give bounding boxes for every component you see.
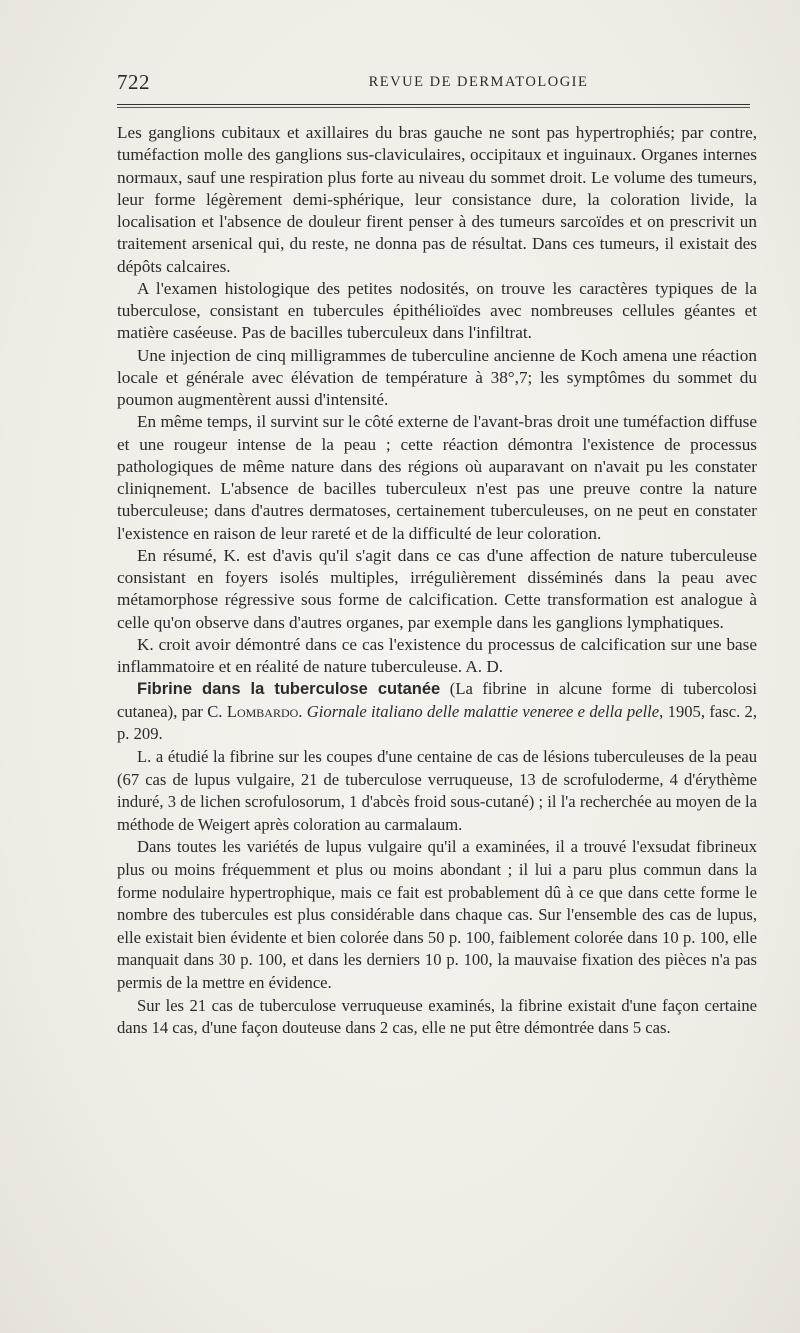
paragraph: Dans toutes les variétés de lupus vulgaire qu'il a examinées, il a trouvé l'exsudat fibrineux plus ou moins fréquemment et plus ou moins abondant ; il lui a paru plus commun dans la forme nodulaire hypertrophique, mais ce fait est probablement dû à ce que dans cette forme le nombre des tubercules est plus considérable dans chaque cas. Sur l'ensemble des cas de lupus, elle existait bien évidente et bien colorée dans 50 p. 100, faiblement colorée dans 10 p. 100, elle manquait dans 30 p. 100, et dans les derniers 10 p. 100, la mauvaise fixation des pièces n'a pas permis de la mettre en évidence. [117,837,757,992]
paragraph: En résumé, K. est d'avis qu'il s'agit dans ce cas d'une affection de nature tuberculeuse consistant en foyers isolés multiples, irrégulièrement disséminés dans la peau avec métamorphose régressive sous forme de calcification. Cette transformation est analogue à celle qu'on observe dans d'autres organes, par exemple dans les ganglions lymphatiques. [117,545,757,632]
paragraph: Une injection de cinq milligrammes de tuberculine ancienne de Koch amena une réaction locale et générale avec élévation de température à 38°,7; les symptômes du sommet du poumon augmentèrent aussi d'intensité. [117,345,757,409]
paragraph [117,634,757,679]
paragraph: Sur les 21 cas de tuberculose verruqueuse examinés, la fibrine existait d'une façon certaine dans 14 cas, d'une façon douteuse dans 2 cas, elle ne put être démontrée dans 5 cas. [117,995,757,1038]
page-number: 722 [117,70,150,94]
paragraph-text: K. croit avoir démontré dans ce cas l'existence du processus de calcification sur une base inflammatoire et en réalité de nature tuberculeuse. [117,634,757,676]
author-end: . [298,701,307,721]
article-subtitle: (La fibrine in alcune forme di tubercolosi cutanea), par [117,679,757,721]
paragraph: Les ganglions cubitaux et axillaires du bras gauche ne sont pas hypertrophiés; par contre, tuméfaction molle des ganglions sus-claviculaires, occipitaux et inguinaux. Organes internes normaux, sauf une respiration plus forte au niveau du sommet droit. Le volume des tumeurs, leur forme légèrement demi-sphérique, leur consistance dure, la coloration livide, la localisation et l'absence de douleur firent penser à des tumeurs sarcoïdes et on prescrivit un traitement arsenical qui, du reste, ne donna pas de résultat. Dans ces tumeurs, il existait des dépôts calcaires. [117,123,757,276]
citation: , 1905, fasc. 2, p. 209. [117,701,758,744]
running-title: REVUE DE DERMATOLOGIE [368,74,589,90]
journal-name: Giornale italiano delle malattie veneree e della pelle [306,701,660,721]
paragraph: A l'examen histologique des petites nodosités, on trouve les caractères typiques de la tuberculose, consistant en tubercules épithélioïdes avec nombreuses cellules géantes et matière caséeuse. Pas de bacilles tuberculeux dans l'infiltrat. [117,278,757,343]
author-initial: C. [207,701,227,721]
author-signature: A. D. [465,657,504,676]
article-title: Fibrine dans la tuberculose cutanée [137,680,441,699]
header-rule [117,104,750,108]
author-name: Lombardo [226,701,299,721]
paragraph: En même temps, il survint sur le côté externe de l'avant-bras droit une tuméfaction diffuse et une rougeur intense de la peau ; cette réaction démontra l'existence de processus pathologiques de même nature dans des régions où auparavant on n'avait pu les constater cliniqnement. L'absence de bacilles tuberculeux n'est pas une preuve contre la nature tuberculeuse; dans d'autres dermatoses, certainement tuberculeuses, on ne peut en constater l'existence en raison de leur rareté et de la difficulté de leur coloration. [117,412,757,543]
article-heading [117,678,757,746]
paragraph: L. a étudié la fibrine sur les coupes d'une centaine de cas de lésions tuberculeuses de la peau (67 cas de lupus vulgaire, 21 de tuberculose verruqueuse, 13 de scrofuloderme, 4 d'érythème induré, 3 de lichen scrofulosorum, 1 d'abcès froid sous-cutané) ; il l'a recherchée au moyen de la méthode de Weigert après coloration au carmalaum. [117,747,757,834]
page-header [117,70,750,100]
page-body [117,122,757,1040]
